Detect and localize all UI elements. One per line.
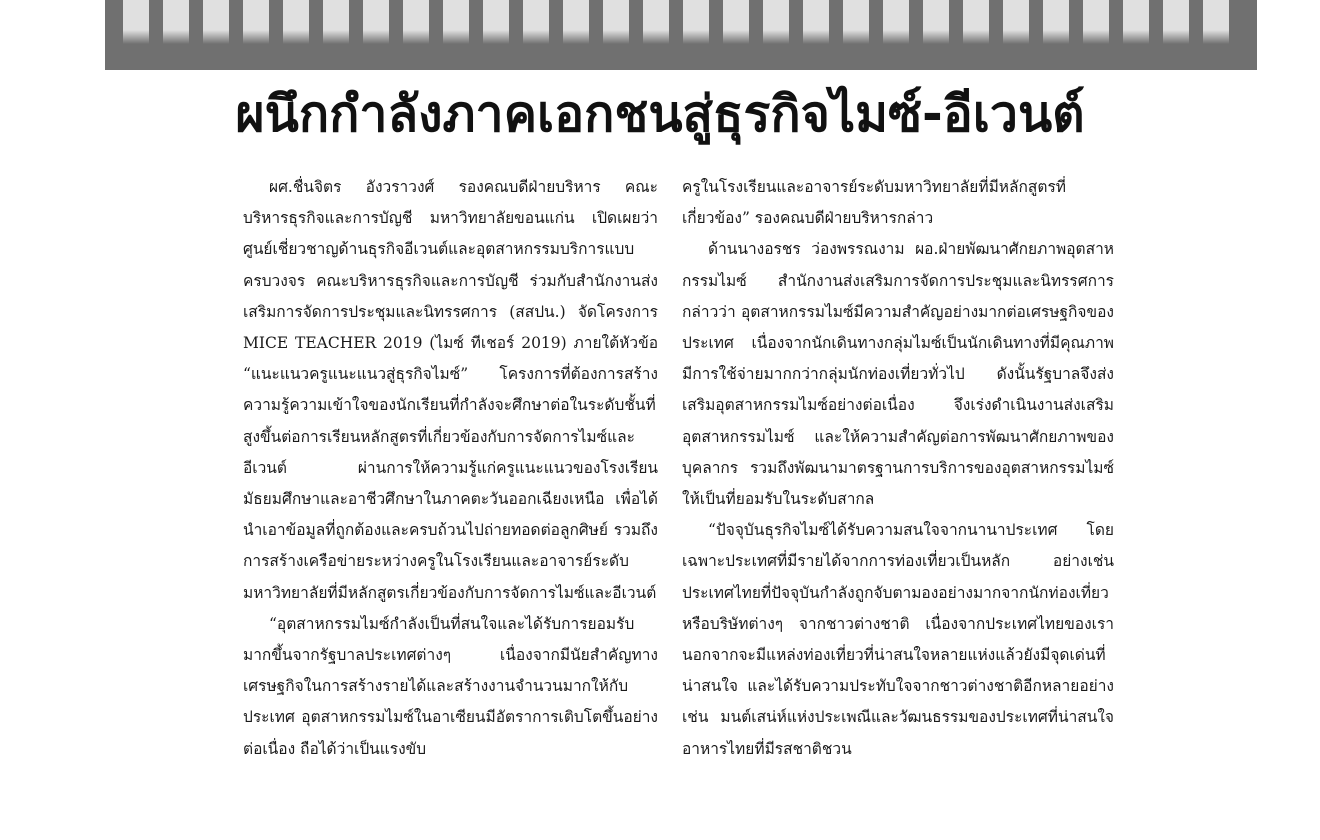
article-column-left xyxy=(243,172,658,840)
article-paragraph: “อุตสาหกรรมไมซ์กำลังเป็นที่สนใจและได้รับการยอมรับมากขึ้นจากรัฐบาลประเทศต่างๆ เนื่องจากมีนัยสำคัญทางเศรษฐกิจในการสร้างรายได้และสร้างงานจำนวนมากให้กับประเทศ อุตสาหกรรมไมซ์ในอาเซียนมีอัตราการเติบโตขึ้นอย่างต่อเนื่อง ถือได้ว่าเป็นแรงขับ xyxy=(243,614,658,758)
article-paragraph: “ปัจจุบันธุรกิจไมซ์ได้รับความสนใจจากนานาประเทศ โดยเฉพาะประเทศที่มีรายได้จากการท่องเที่ยวเป็นหลัก อย่างเช่นประเทศไทยที่ปัจจุบันกำลังถูกจับตามองอย่างมากจากนักท่องเที่ยว หรือบริษัทต่างๆ จากชาวต่างชาติ เนื่องจากประเทศไทยของเรานอกจากจะมีแหล่งท่องเที่ยวที่น่าสนใจหลายแห่งแล้วยังมีจุดเด่นที่น่าสนใจ และได้รับความประทับใจจากชาวต่างชาติอีกหลายอย่าง เช่น มนต์เสน่ห์แห่งประเพณีและวัฒนธรรมของประเทศที่น่าสนใจ อาหารไทยที่มีรสชาติชวน xyxy=(682,521,1114,758)
article-paragraph: ผศ.ชื่นจิตร อังวราวงศ์ รองคณบดีฝ่ายบริหาร คณะบริหารธุรกิจและการบัญชี มหาวิทยาลัยขอนแก่น เปิดเผยว่า ศูนย์เชี่ยวชาญด้านธุรกิจอีเวนต์และอุตสาหกรรมบริการแบบครบวงจร คณะบริหารธุรกิจและการบัญชี ร่วมกับสำนักงานส่งเสริมการจัดการประชุมและนิทรรศการ (สสปน.) จัดโครงการ MICE TEACHER 2019 (ไมซ์ ทีเชอร์ 2019) ภายใต้หัวข้อ “แนะแนวครูแนะแนวสู่ธุรกิจไมซ์” โครงการที่ต้องการสร้างความรู้ความเข้าใจของนักเรียนที่กำลังจะศึกษาต่อในระดับชั้นที่สูงขึ้นต่อการเรียนหลักสูตรที่เกี่ยวข้องกับการจัดการไมซ์และอีเวนต์ ผ่านการให้ความรู้แก่ครูแนะแนวของโรงเรียนมัธยมศึกษาและอาชีวศึกษาในภาคตะวันออกเฉียงเหนือ เพื่อได้นำเอาข้อมูลที่ถูกต้องและครบถ้วนไปถ่ายทอดต่อลูกศิษย์ รวมถึงการสร้างเครือข่ายระหว่างครูในโรงเรียนและอาจารย์ระดับมหาวิทยาลัยที่มีหลักสูตรเกี่ยวข้องกับการจัดการไมซ์และอีเวนต์ xyxy=(243,178,658,602)
headline-banner-cropped-lettering xyxy=(123,0,1243,44)
article-paragraph: ด้านนางอรชร ว่องพรรณงาม ผอ.ฝ่ายพัฒนาศักยภาพอุตสาหกรรมไมซ์ สำนักงานส่งเสริมการจัดการประชุมและนิทรรศการ กล่าวว่า อุตสาหกรรมไมซ์มีความสำคัญอย่างมากต่อเศรษฐกิจของประเทศ เนื่องจากนักเดินทางกลุ่มไมซ์เป็นนักเดินทางที่มีคุณภาพ มีการใช้จ่ายมากกว่ากลุ่มนักท่องเที่ยวทั่วไป ดังนั้นรัฐบาลจึงส่งเสริมอุตสาหกรรมไมซ์อย่างต่อเนื่อง จึงเร่งดำเนินงานส่งเสริมอุตสาหกรรมไมซ์ และให้ความสำคัญต่อการพัฒนาศักยภาพของบุคลากร รวมถึงพัฒนามาตรฐานการบริการของอุตสาหกรรมไมซ์ให้เป็นที่ยอมรับในระดับสากล xyxy=(682,240,1114,509)
article-column-right xyxy=(682,172,1114,840)
article-paragraph: ครูในโรงเรียนและอาจารย์ระดับมหาวิทยาลัยที่มีหลักสูตรที่เกี่ยวข้อง” รองคณบดีฝ่ายบริหารกล่าว xyxy=(682,178,1066,228)
headline-banner xyxy=(105,0,1257,70)
subheadline: ผนึกกำลังภาคเอกชนสู่ธุรกิจไมซ์-อีเวนต์ xyxy=(235,85,1085,143)
